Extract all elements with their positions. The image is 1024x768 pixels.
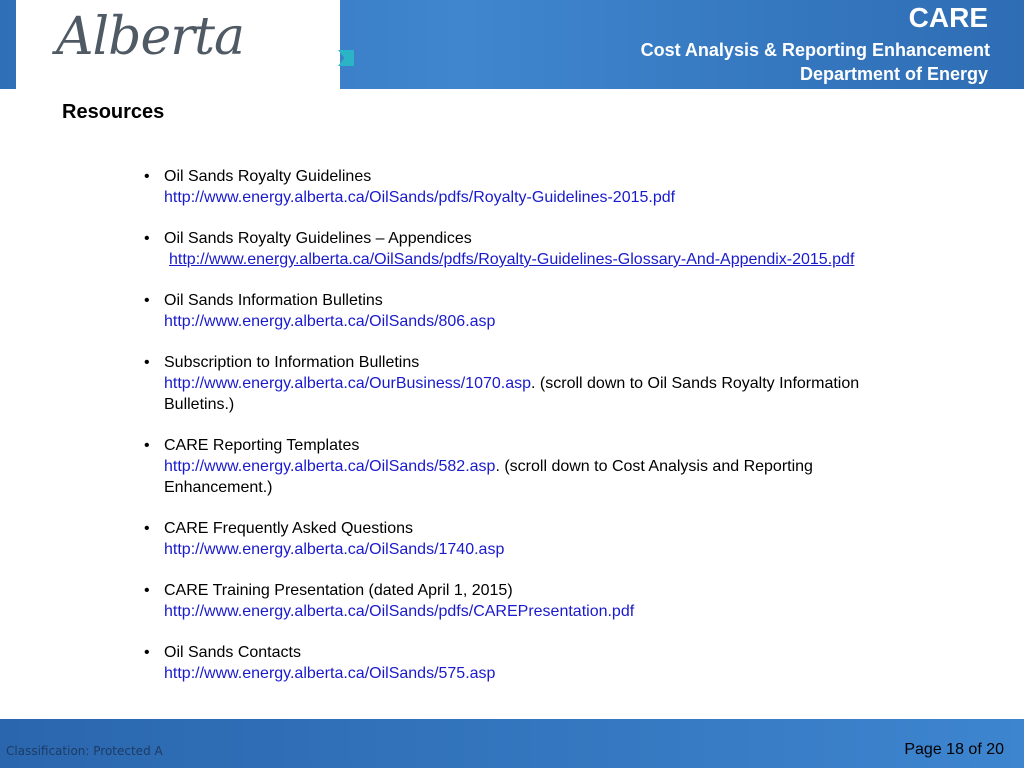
resource-link[interactable]: http://www.energy.alberta.ca/OilSands/pdfs/Royalty-Guidelines-2015.pdf: [164, 189, 676, 206]
bullet-icon: •: [144, 644, 150, 661]
resource-label: Subscription to Information Bulletins: [164, 354, 420, 371]
resource-item: [144, 228, 924, 270]
resource-item: [144, 290, 924, 332]
resource-item: [144, 580, 924, 622]
bullet-icon: •: [144, 354, 150, 371]
resource-label: CARE Frequently Asked Questions: [164, 520, 414, 537]
resource-list: [144, 166, 924, 704]
resource-item: [144, 435, 924, 498]
resource-label: CARE Reporting Templates: [164, 437, 360, 454]
bullet-icon: •: [144, 168, 150, 185]
resource-link[interactable]: http://www.energy.alberta.ca/OilSands/582.asp: [164, 458, 496, 475]
resource-label: Oil Sands Contacts: [164, 644, 301, 661]
resource-label: CARE Training Presentation (dated April 1, 2015): [164, 582, 513, 599]
bullet-icon: •: [144, 520, 150, 537]
resource-item: [144, 518, 924, 560]
resource-link[interactable]: http://www.energy.alberta.ca/OilSands/806.asp: [164, 313, 496, 330]
resource-link[interactable]: http://www.energy.alberta.ca/OilSands/pdfs/Royalty-Guidelines-Glossary-And-Appendix-2015.pdf: [169, 251, 855, 268]
resource-link[interactable]: http://www.energy.alberta.ca/OilSands/pdfs/CAREPresentation.pdf: [164, 603, 635, 620]
resource-item: [144, 166, 924, 208]
resource-note: . (scroll down to Oil Sands Royalty Information Bulletins.): [164, 375, 860, 413]
page-number: Page 18 of 20: [904, 741, 1004, 758]
resource-link[interactable]: http://www.energy.alberta.ca/OurBusiness/1070.asp: [164, 375, 532, 392]
footer-bar: [0, 719, 1024, 768]
resource-note: . (scroll down to Cost Analysis and Reporting Enhancement.): [164, 458, 813, 496]
logo-mark-icon: [338, 50, 354, 66]
header-department: Department of Energy: [799, 64, 988, 84]
alberta-logo: [56, 6, 306, 76]
page-title: Resources: [62, 101, 165, 123]
resource-label: Oil Sands Royalty Guidelines – Appendices: [164, 230, 472, 247]
resource-item: [144, 642, 924, 684]
bullet-icon: •: [144, 582, 150, 599]
alberta-logo-text: Alberta: [56, 7, 244, 67]
resource-label: Oil Sands Royalty Guidelines: [164, 168, 372, 185]
bullet-icon: •: [144, 437, 150, 454]
resource-link[interactable]: http://www.energy.alberta.ca/OilSands/575.asp: [164, 665, 496, 682]
bullet-icon: •: [144, 292, 150, 309]
header-banner: [0, 0, 1024, 89]
header-subtitle: Cost Analysis & Reporting Enhancement: [640, 40, 990, 60]
classification-label: Classification: Protected A: [6, 744, 163, 758]
header-title: CARE: [908, 2, 988, 33]
bullet-icon: •: [144, 230, 150, 247]
resource-link[interactable]: http://www.energy.alberta.ca/OilSands/1740.asp: [164, 541, 505, 558]
resource-item: [144, 352, 924, 415]
logo-area: [16, 0, 340, 89]
resource-label: Oil Sands Information Bulletins: [164, 292, 383, 309]
